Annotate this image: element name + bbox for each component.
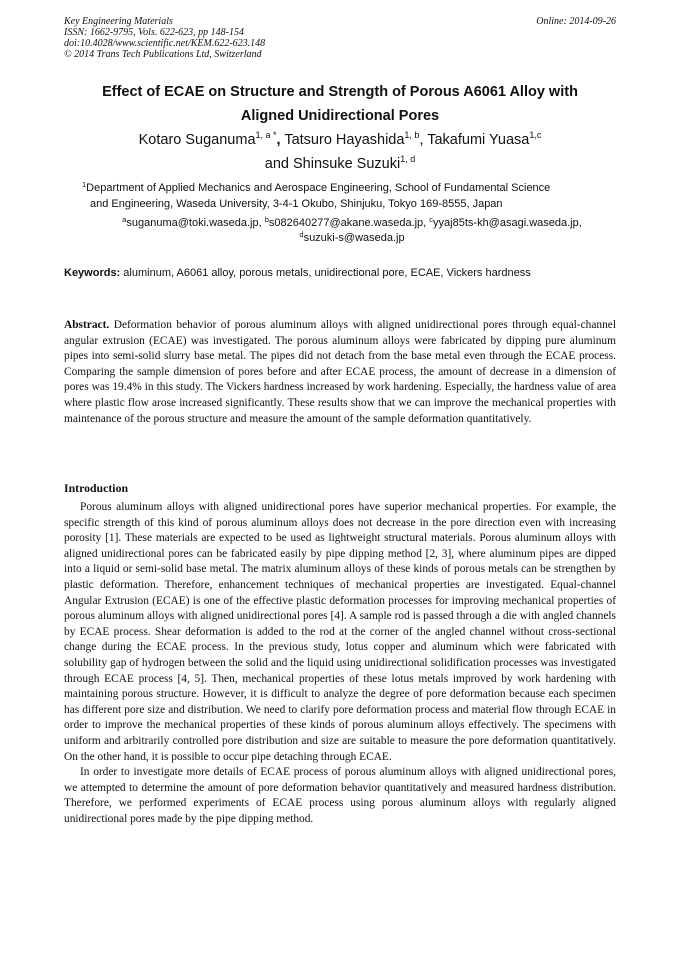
author-1-marker: 1, a * xyxy=(255,130,277,140)
title-line-1: Effect of ECAE on Structure and Strength of Porous A6061 Alloy with xyxy=(102,84,578,100)
section-heading-introduction: Introduction xyxy=(64,481,129,495)
author-3-name: , Takafumi Yuasa xyxy=(419,132,530,148)
email-d[interactable]: suzuki-s@waseda.jp xyxy=(303,232,405,244)
copyright-line: © 2014 Trans Tech Publications Ltd, Switzerland xyxy=(64,49,262,60)
affiliation-marker: 1 xyxy=(82,180,87,189)
journal-name: Key Engineering Materials xyxy=(64,16,173,27)
author-separator: , xyxy=(276,132,281,148)
email-c[interactable]: yyaj85ts-kh@asagi.waseda.jp, xyxy=(433,217,582,229)
affiliation xyxy=(82,180,622,212)
keywords-label: Keywords: xyxy=(64,267,121,279)
author-1-name: Kotaro Suganuma xyxy=(138,132,256,148)
author-line-1 xyxy=(64,128,616,152)
email-line-1: $^a$suganuma@toki.waseda.jp, $^b$s082640277@akane.waseda.jp, $^c$yyaj85ts-kh@asagi.waseda.jp, xyxy=(122,215,582,229)
introduction-paragraph-1: Porous aluminum alloys with aligned unidirectional pores have superior mechanical properties. For example, the specific strength of this kind of porous aluminum alloys does not decrease in the pore direction even with increasing porosity [1]. These materials are expected to be used as lightweight structural materials. Porous aluminum alloys with aligned unidirectional pores can be fabricated easily by pipe dipping method [2, 3], where aluminum pipes are dipped into a liquid or semi-solid base metal. The matrix aluminum alloys of these kinds of porous metals can be strengthen by plastic deformation. Therefore, enhancement techniques of mechanical properties are investigated. Equal-channel Angular Extrusion (ECAE) is one of the effective plastic deformation processes for improving mechanical properties of porous aluminum alloys with aligned unidirectional pores [4]. A sample rod is passed through a die with angled channels by ECAE process. Shear deformation is added to the rod at the corner of the angled channel without cross-sectional change during the ECAE process. In the previous study, lotus copper and aluminum which were fabricated with solubility gap of hydrogen between the solid and the liquid using unidirectional solidification processes was investigated through ECAE process [4, 5]. Then, mechanical properties of these lotus metals improved by work hardening with maintaining porous structure. However, it is difficult to analyze the degree of pore deformation because each specimen has different pore size and distribution. We need to clarify pore deformation process and material flow through ECAE in order to improve the mechanical properties of these kinds of porous aluminum alloys effectively. The specimens with uniform and arbitrarily controlled pore distribution and size are suitable to measure the pore deformation quantitatively. On the other hand, it is possible to occur pipe detaching through ECAE. xyxy=(64,501,616,763)
issn-line: ISSN: 1662-9795, Vols. 622-623, pp 148-154 xyxy=(64,27,244,38)
introduction-body xyxy=(64,500,616,827)
email-b[interactable]: s082640277@akane.waseda.jp, xyxy=(268,217,430,229)
affiliation-line-2: and Engineering, Waseda University, 3-4-1 Okubo, Shinjuku, Tokyo 169-8555, Japan xyxy=(90,198,503,210)
abstract-label: Abstract. xyxy=(64,319,110,331)
abstract-text: Deformation behavior of porous aluminum alloys with aligned unidirectional pores through equal-channel angular extrusion (ECAE) was investigated. The porous aluminum alloys were fabricated by dipping pure aluminum pipes into semi-solid slurry base metal. The pipes did not detach from the base metal even through the ECAE process. Comparing the sample dimension of pores before and after ECAE process, the amount of decrease in a dimension of pores was 19.4% in this study. The Vickers hardness increased by work hardening. Especially, the hardness value of area where plastic flow arose increased significantly. These results show that we can improve the mechanical properties with maintenance of the porous structure and measure the amount of the sample deformation quantitatively. xyxy=(64,319,616,425)
title-line-2: Aligned Unidirectional Pores xyxy=(240,108,440,124)
abstract xyxy=(64,318,616,427)
paper-title xyxy=(70,80,610,128)
affiliation-line-1: $^1$Department of Applied Mechanics and Aerospace Engineering, School of Fundamental Science xyxy=(82,180,551,194)
author-2-marker: 1, b xyxy=(404,130,420,140)
email-line-2: $^d$suzuki-s@waseda.jp xyxy=(299,230,405,244)
introduction-paragraph-2: In order to investigate more details of ECAE process of porous aluminum alloys with aligned unidirectional pores, we attempted to determine the amount of pore deformation behavior quantitatively and measured hardness distribution. Therefore, we performed experiments of ECAE process using porous aluminum alloys with regularly aligned unidirectional pores made by the pipe dipping method. xyxy=(64,766,616,825)
author-4-marker: 1, d xyxy=(400,154,416,164)
online-date: Online: 2014-09-26 xyxy=(536,16,616,27)
doi-line: doi:10.4028/www.scientific.net/KEM.622-623.148 xyxy=(64,38,266,49)
email-a[interactable]: suganuma@toki.waseda.jp, xyxy=(126,217,265,229)
author-emails xyxy=(82,216,622,246)
author-list xyxy=(64,128,616,176)
journal-meta xyxy=(64,16,616,60)
author-4-name: and Shinsuke Suzuki xyxy=(264,156,401,172)
keywords-text: aluminum, A6061 alloy, porous metals, unidirectional pore, ECAE, Vickers hardness xyxy=(120,267,531,279)
author-2-name: Tatsuro Hayashida xyxy=(280,132,405,148)
author-3-marker: 1,c xyxy=(529,130,542,140)
keywords xyxy=(64,265,616,281)
author-line-2 xyxy=(64,152,616,176)
